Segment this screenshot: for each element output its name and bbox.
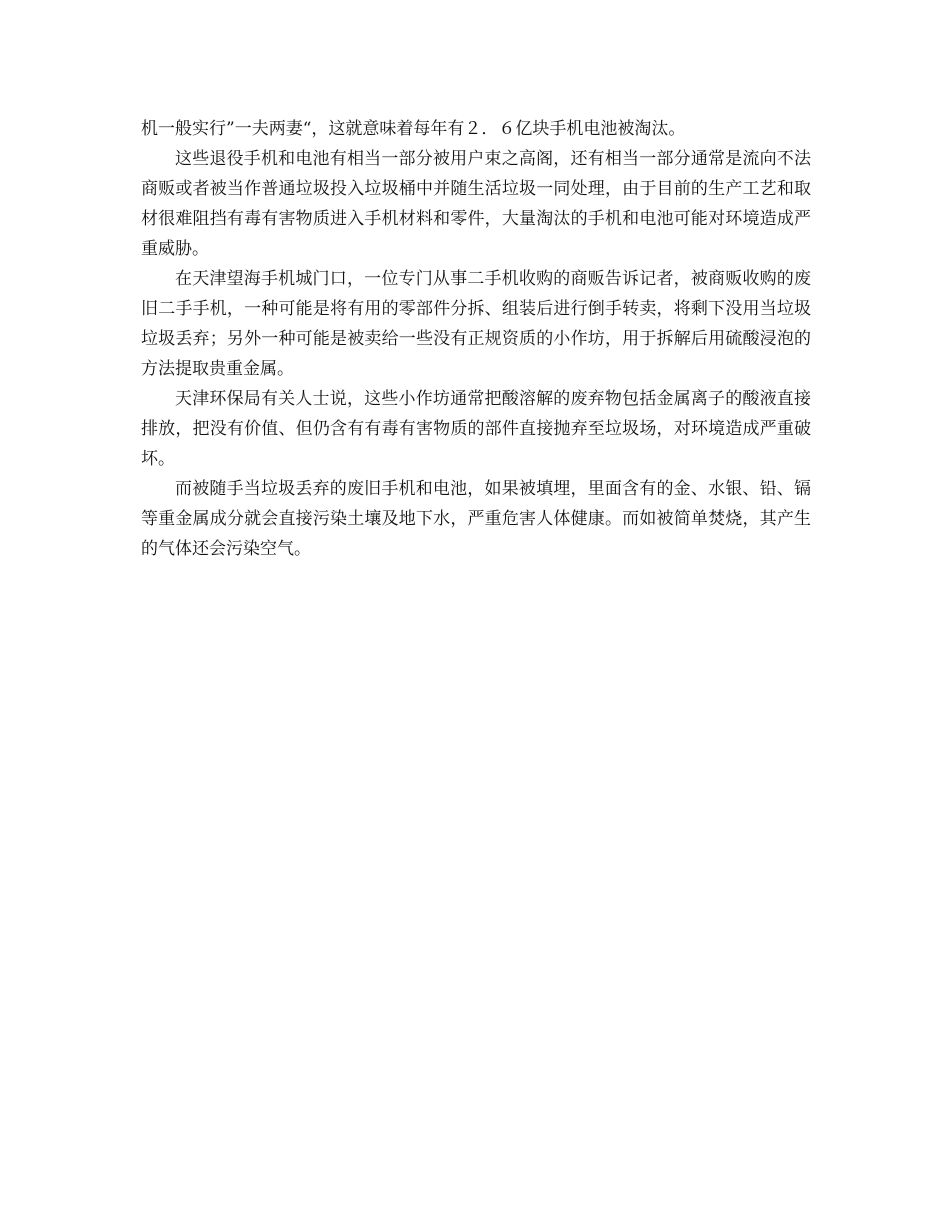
paragraph: 而被随手当垃圾丢弃的废旧手机和电池，如果被填埋，里面含有的金、水银、铅、镉等重金属成分就会直接污染土壤及地下水，严重危害人体健康。而如被简单焚烧，其产生的气体还会污染空气。 [141, 479, 811, 559]
article-body [141, 114, 811, 564]
paragraph: 这些退役手机和电池有相当一部分被用户束之高阁，还有相当一部分通常是流向不法商贩或者被当作普通垃圾投入垃圾桶中并随生活垃圾一同处理，由于目前的生产工艺和取材很难阻挡有毒有害物质进入手机材料和零件，大量淘汰的手机和电池可能对环境造成严重威胁。 [141, 149, 811, 259]
paragraph: 在天津望海手机城门口，一位专门从事二手机收购的商贩告诉记者，被商贩收购的废旧二手手机，一种可能是将有用的零部件分拆、组装后进行倒手转卖，将剩下没用当垃圾垃圾丢弃；另外一种可能是被卖给一些没有正规资质的小作坊，用于拆解后用硫酸浸泡的方法提取贵重金属。 [141, 269, 811, 379]
paragraph-continued: 机一般实行”一夫两妻“，这就意味着每年有２．６亿块手机电池被淘汰。 [141, 119, 686, 139]
paragraph: 天津环保局有关人士说，这些小作坊通常把酸溶解的废弃物包括金属离子的酸液直接排放，把没有价值、但仍含有有毒有害物质的部件直接抛弃至垃圾场，对环境造成严重破坏。 [141, 389, 811, 469]
